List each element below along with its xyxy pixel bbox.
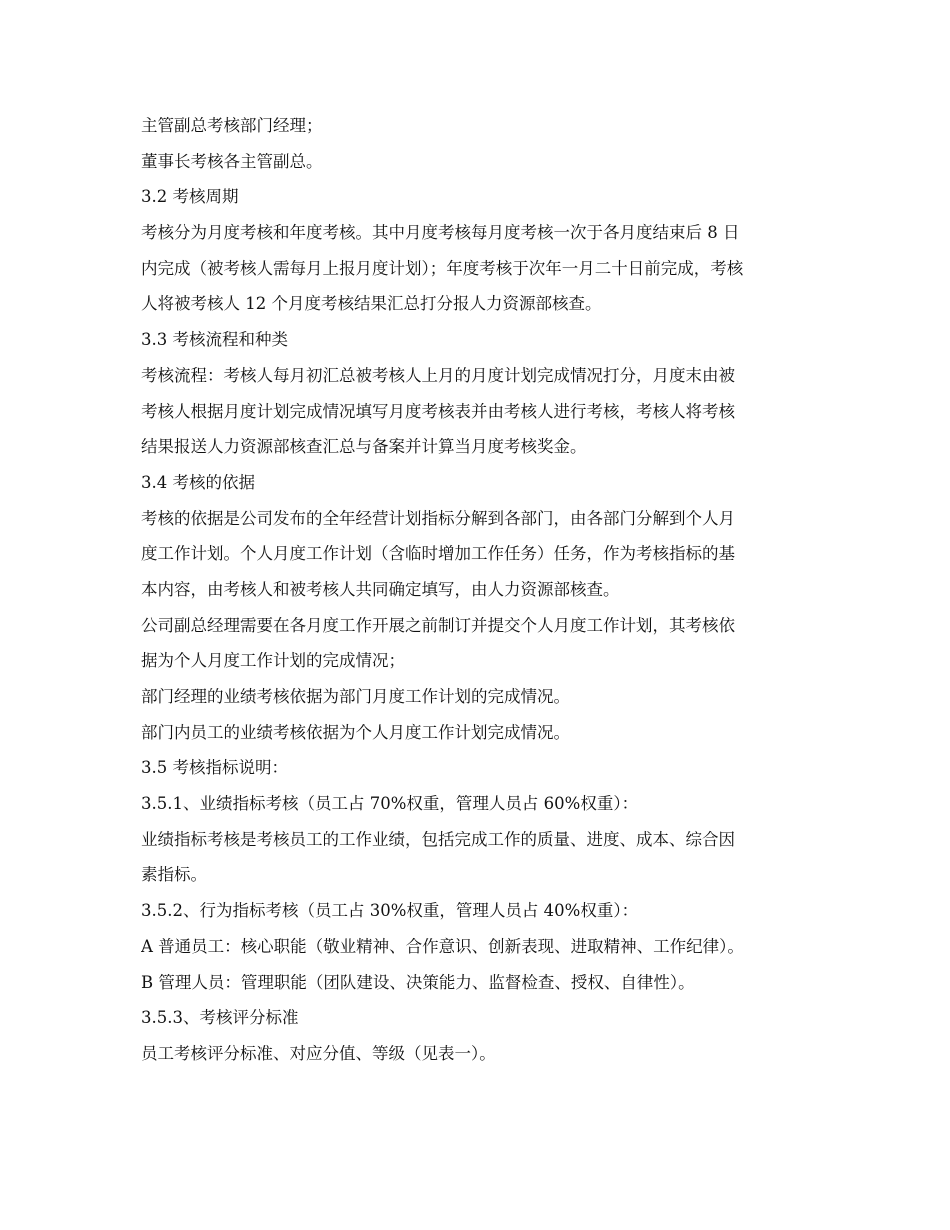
text-line: 考核的依据是公司发布的全年经营计划指标分解到各部门，由各部门分解到个人月 — [141, 508, 735, 528]
text-line: 考核分为月度考核和年度考核。其中月度考核每月度考核一次于各月度结束后 8 日 — [141, 223, 740, 243]
text-line: 部门经理的业绩考核依据为部门月度工作计划的完成情况。 — [141, 687, 570, 706]
section-heading: 3.2 考核周期 — [141, 187, 239, 207]
document-page — [141, 108, 816, 1072]
text-line: 内完成（被考核人需每月上报月度计划）；年度考核于次年一月二十日前完成，考核 — [141, 258, 744, 278]
subsection-heading: 3.5.3、考核评分标准 — [141, 1008, 299, 1028]
text-line: 公司副总经理需要在各月度工作开展之前制订并提交个人月度工作计划，其考核依 — [141, 615, 735, 635]
text-line: 董事长考核各主管副总。 — [141, 151, 323, 171]
text-line: 据为个人月度工作计划的完成情况； — [141, 651, 405, 671]
text-line: 本内容，由考核人和被考核人共同确定填写，由人力资源部核查。 — [141, 579, 620, 599]
subsection-heading: 3.5.1、业绩指标考核（员工占 70%权重，管理人员占 60%权重）： — [141, 794, 639, 814]
text-line: A 普通员工：核心职能（敬业精神、合作意识、创新表现、进取精神、工作纪律）。 — [141, 936, 744, 956]
text-line: 主管副总考核部门经理； — [141, 116, 323, 135]
section-heading: 3.3 考核流程和种类 — [141, 330, 288, 350]
section-heading: 3.4 考核的依据 — [141, 472, 255, 492]
text-line: 业绩指标考核是考核员工的工作业绩，包括完成工作的质量、进度、成本、综合因 — [141, 829, 735, 849]
text-line: 考核流程：考核人每月初汇总被考核人上月的月度计划完成情况打分，月度末由被 — [141, 365, 735, 385]
text-line: 部门内员工的业绩考核依据为个人月度工作计划完成情况。 — [141, 722, 570, 742]
text-line: B 管理人员：管理职能（团队建设、决策能力、监督检查、授权、自律性）。 — [141, 972, 695, 992]
text-line: 人将被考核人 12 个月度考核结果汇总打分报人力资源部核查。 — [141, 294, 602, 314]
text-line: 结果报送人力资源部核查汇总与备案并计算当月度考核奖金。 — [141, 437, 587, 457]
subsection-heading: 3.5.2、行为指标考核（员工占 30%权重，管理人员占 40%权重）： — [141, 901, 639, 921]
text-line: 考核人根据月度计划完成情况填写月度考核表并由考核人进行考核，考核人将考核 — [141, 401, 735, 421]
text-line: 员工考核评分标准、对应分值、等级（见表一）。 — [141, 1043, 496, 1063]
section-heading: 3.5 考核指标说明： — [141, 758, 288, 778]
text-line: 素指标。 — [141, 865, 207, 885]
text-line: 度工作计划。个人月度工作计划（含临时增加工作任务）任务，作为考核指标的基 — [141, 544, 735, 564]
